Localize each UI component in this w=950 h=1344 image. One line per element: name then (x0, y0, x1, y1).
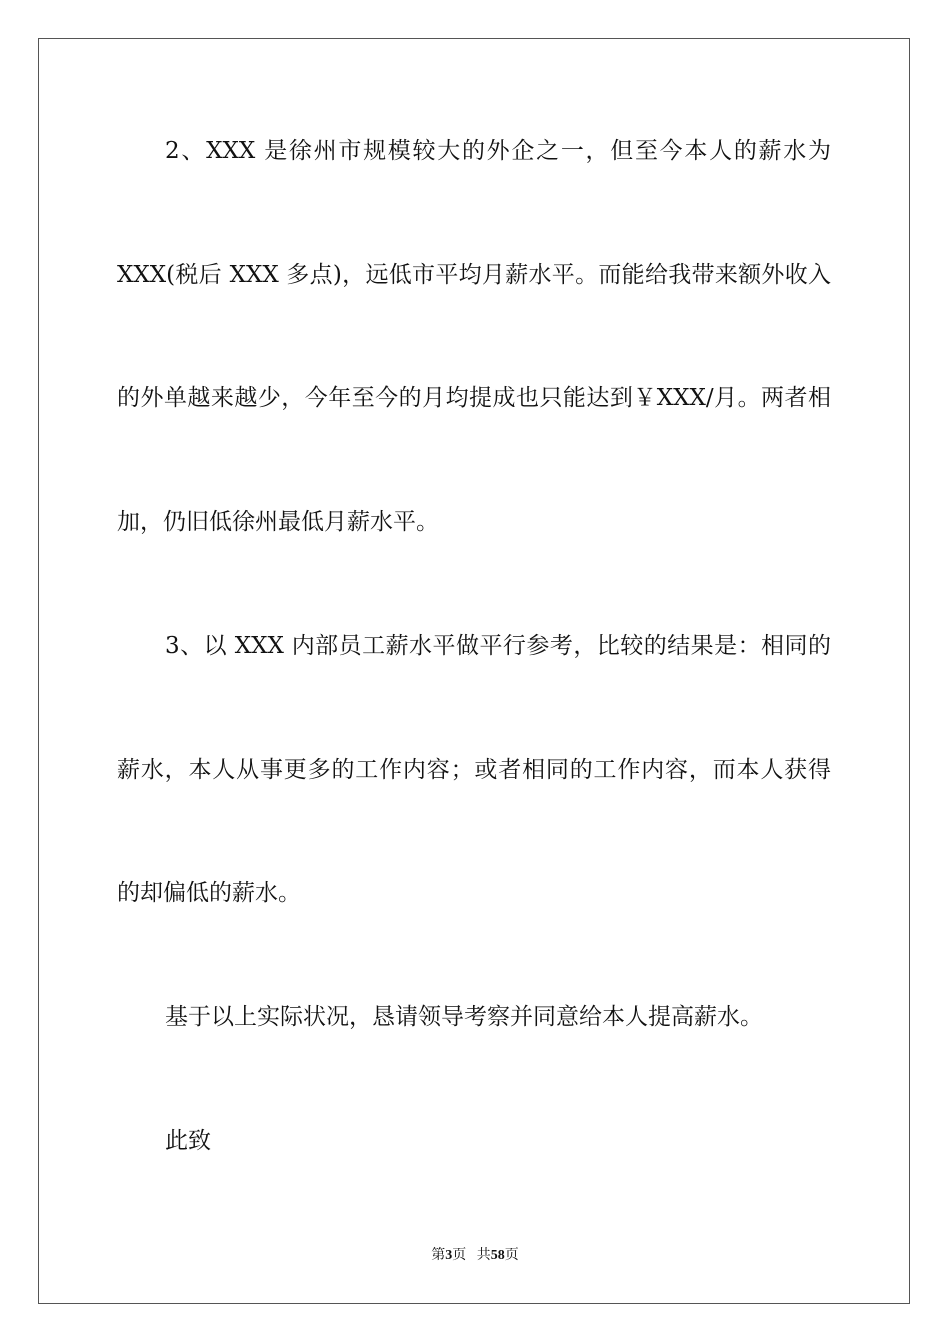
page-total: 58 (490, 1248, 505, 1263)
page-current: 3 (445, 1248, 453, 1263)
page-suffix: 页 (452, 1248, 467, 1263)
paragraph-3-line-2: 薪水，本人从事更多的工作内容；或者相同的工作内容，而本人获得 (117, 757, 831, 783)
total-prefix: 共 (476, 1248, 491, 1263)
page-border (38, 38, 910, 1304)
page-footer (0, 1246, 950, 1266)
paragraph-2-line-2: XXX(税后 XXX 多点)，远低市平均月薪水平。而能给我带来额外收入 (117, 262, 831, 288)
paragraph-2-line-1: 2、XXX 是徐州市规模较大的外企之一，但至今本人的薪水为 (165, 138, 831, 164)
request-paragraph: 基于以上实际状况，恳请领导考察并同意给本人提高薪水。 (165, 1004, 763, 1030)
page-prefix: 第 (431, 1248, 446, 1263)
paragraph-3-line-3: 的却偏低的薪水。 (117, 880, 301, 906)
paragraph-2-line-3: 的外单越来越少，今年至今的月均提成也只能达到￥XXX/月。两者相 (117, 385, 831, 411)
paragraph-3-line-1: 3、以 XXX 内部员工薪水平做平行参考，比较的结果是：相同的 (165, 633, 831, 659)
paragraph-2-line-4: 加，仍旧低徐州最低月薪水平。 (117, 509, 439, 535)
total-suffix: 页 (504, 1248, 519, 1263)
closing-salutation: 此致 (165, 1128, 211, 1154)
